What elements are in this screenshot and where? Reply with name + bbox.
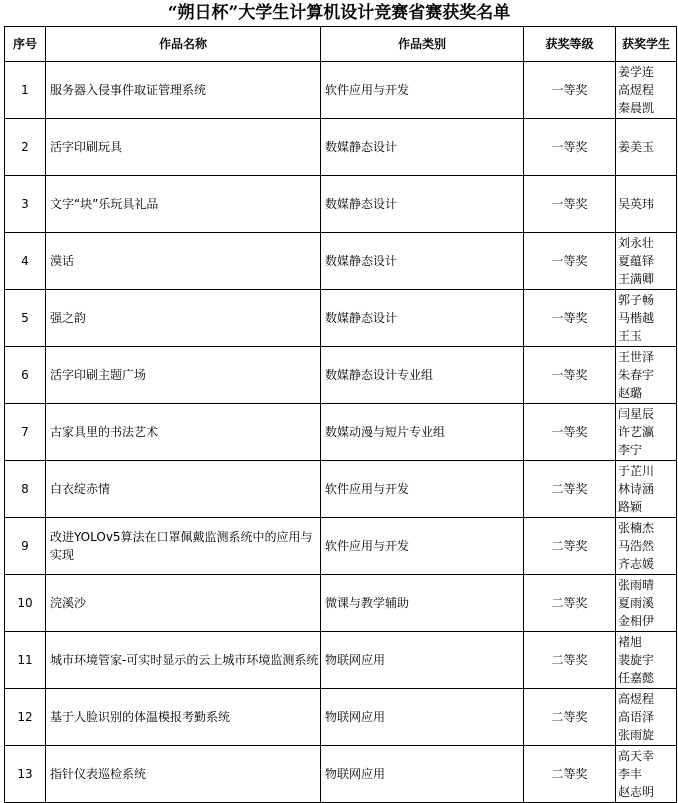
row-award-level: 二等奖 (524, 575, 616, 632)
row-category: 微课与教学辅助 (321, 575, 524, 632)
row-award-level: 二等奖 (524, 461, 616, 518)
row-index: 5 (5, 290, 46, 347)
student-name: 夏蕴铎 (618, 254, 655, 268)
row-index: 13 (5, 746, 46, 803)
student-name: 王世泽 (618, 350, 655, 364)
row-award-level: 一等奖 (524, 176, 616, 233)
row-index: 12 (5, 689, 46, 746)
table-row (5, 233, 677, 290)
row-students (616, 689, 677, 746)
row-students (616, 461, 677, 518)
row-category: 数媒静态设计 (321, 233, 524, 290)
row-index: 3 (5, 176, 46, 233)
row-work-name: 城市环境管家-可实时显示的云上城市环境监测系统 (46, 632, 321, 689)
table-row (5, 290, 677, 347)
student-name: 闫星辰 (618, 407, 655, 421)
row-students (616, 347, 677, 404)
row-work-name: 古家具里的书法艺术 (46, 404, 321, 461)
student-name: 金相伊 (618, 614, 655, 628)
row-category: 软件应用与开发 (321, 461, 524, 518)
row-work-name: 指针仪表巡检系统 (46, 746, 321, 803)
row-work-name: 文字“块”乐玩具礼品 (46, 176, 321, 233)
student-name: 高煜程 (618, 692, 655, 706)
student-name: 朱春宇 (618, 368, 655, 382)
row-work-name: 浣溪沙 (46, 575, 321, 632)
row-category: 物联网应用 (321, 689, 524, 746)
row-work-name: 活字印刷主题广场 (46, 347, 321, 404)
row-index: 7 (5, 404, 46, 461)
row-index: 6 (5, 347, 46, 404)
row-category: 数媒静态设计 (321, 290, 524, 347)
row-category: 数媒静态设计 (321, 176, 524, 233)
table-row (5, 461, 677, 518)
row-category: 物联网应用 (321, 746, 524, 803)
row-index: 1 (5, 62, 46, 119)
student-name: 马浩然 (618, 539, 655, 553)
row-award-level: 一等奖 (524, 290, 616, 347)
table-row (5, 176, 677, 233)
student-name: 林诗涵 (618, 482, 655, 496)
row-students (616, 290, 677, 347)
row-work-name: 改进YOLOv5算法在口罩佩戴监测系统中的应用与实现 (46, 518, 321, 575)
award-table (4, 26, 677, 803)
student-name: 任嘉懿 (618, 671, 655, 685)
row-students (616, 632, 677, 689)
row-award-level: 二等奖 (524, 689, 616, 746)
table-row (5, 575, 677, 632)
student-name: 齐志媛 (618, 557, 655, 571)
table-row (5, 404, 677, 461)
student-name: 马楷越 (618, 311, 655, 325)
row-work-name: 服务器入侵事件取证管理系统 (46, 62, 321, 119)
student-name: 张楠杰 (618, 521, 655, 535)
table-row (5, 518, 677, 575)
student-name: 路颖 (618, 500, 643, 514)
student-name: 许艺瀛 (618, 425, 655, 439)
row-award-level: 一等奖 (524, 404, 616, 461)
row-award-level: 二等奖 (524, 518, 616, 575)
student-name: 高天幸 (618, 749, 655, 763)
row-index: 10 (5, 575, 46, 632)
row-category: 软件应用与开发 (321, 62, 524, 119)
row-category: 数媒静态设计 (321, 119, 524, 176)
student-name: 李宁 (618, 443, 643, 457)
header-category: 作品类别 (321, 27, 524, 62)
row-award-level: 一等奖 (524, 347, 616, 404)
row-category: 软件应用与开发 (321, 518, 524, 575)
student-name: 李丰 (618, 767, 643, 781)
student-name: 王满卿 (618, 272, 655, 286)
header-work-name: 作品名称 (46, 27, 321, 62)
student-name: 郭子畅 (618, 293, 655, 307)
table-row (5, 689, 677, 746)
student-name: 裴旋宇 (618, 653, 655, 667)
row-work-name: 强之韵 (46, 290, 321, 347)
header-award-level: 获奖等级 (524, 27, 616, 62)
row-work-name: 漠话 (46, 233, 321, 290)
student-name: 秦晨凯 (618, 101, 655, 115)
student-name: 王玉 (618, 329, 643, 343)
row-index: 2 (5, 119, 46, 176)
student-name: 张雨晴 (618, 578, 655, 592)
student-name: 吴英玮 (618, 197, 655, 211)
student-name: 刘永壮 (618, 236, 655, 250)
row-award-level: 一等奖 (524, 62, 616, 119)
row-index: 8 (5, 461, 46, 518)
header-students: 获奖学生 (616, 27, 677, 62)
row-students (616, 119, 677, 176)
row-students (616, 176, 677, 233)
student-name: 高语泽 (618, 710, 655, 724)
header-index: 序号 (5, 27, 46, 62)
table-row (5, 62, 677, 119)
table-row (5, 347, 677, 404)
row-category: 数媒动漫与短片专业组 (321, 404, 524, 461)
student-name: 赵璐 (618, 386, 643, 400)
row-category: 数媒静态设计专业组 (321, 347, 524, 404)
row-students (616, 518, 677, 575)
student-name: 姜学连 (618, 65, 655, 79)
table-row (5, 119, 677, 176)
row-work-name: 基于人脸识别的体温模报考勤系统 (46, 689, 321, 746)
row-work-name: 白衣绽赤情 (46, 461, 321, 518)
student-name: 高煜程 (618, 83, 655, 97)
student-name: 赵志明 (618, 785, 655, 799)
row-award-level: 二等奖 (524, 632, 616, 689)
table-header-row (5, 27, 677, 62)
row-students (616, 575, 677, 632)
row-students (616, 62, 677, 119)
table-row (5, 632, 677, 689)
row-index: 4 (5, 233, 46, 290)
student-name: 于芷川 (618, 464, 655, 478)
row-index: 9 (5, 518, 46, 575)
row-award-level: 二等奖 (524, 746, 616, 803)
row-category: 物联网应用 (321, 632, 524, 689)
student-name: 姜美玉 (618, 140, 655, 154)
row-award-level: 一等奖 (524, 233, 616, 290)
row-students (616, 404, 677, 461)
student-name: 张雨旋 (618, 728, 655, 742)
student-name: 夏雨溪 (618, 596, 655, 610)
row-index: 11 (5, 632, 46, 689)
row-award-level: 一等奖 (524, 119, 616, 176)
row-work-name: 活字印刷玩具 (46, 119, 321, 176)
document-title: “朔日杯”大学生计算机设计竞赛省赛获奖名单 (167, 3, 511, 23)
student-name: 褚旭 (618, 635, 643, 649)
table-body (5, 62, 677, 803)
row-students (616, 746, 677, 803)
row-students (616, 233, 677, 290)
table-row (5, 746, 677, 803)
